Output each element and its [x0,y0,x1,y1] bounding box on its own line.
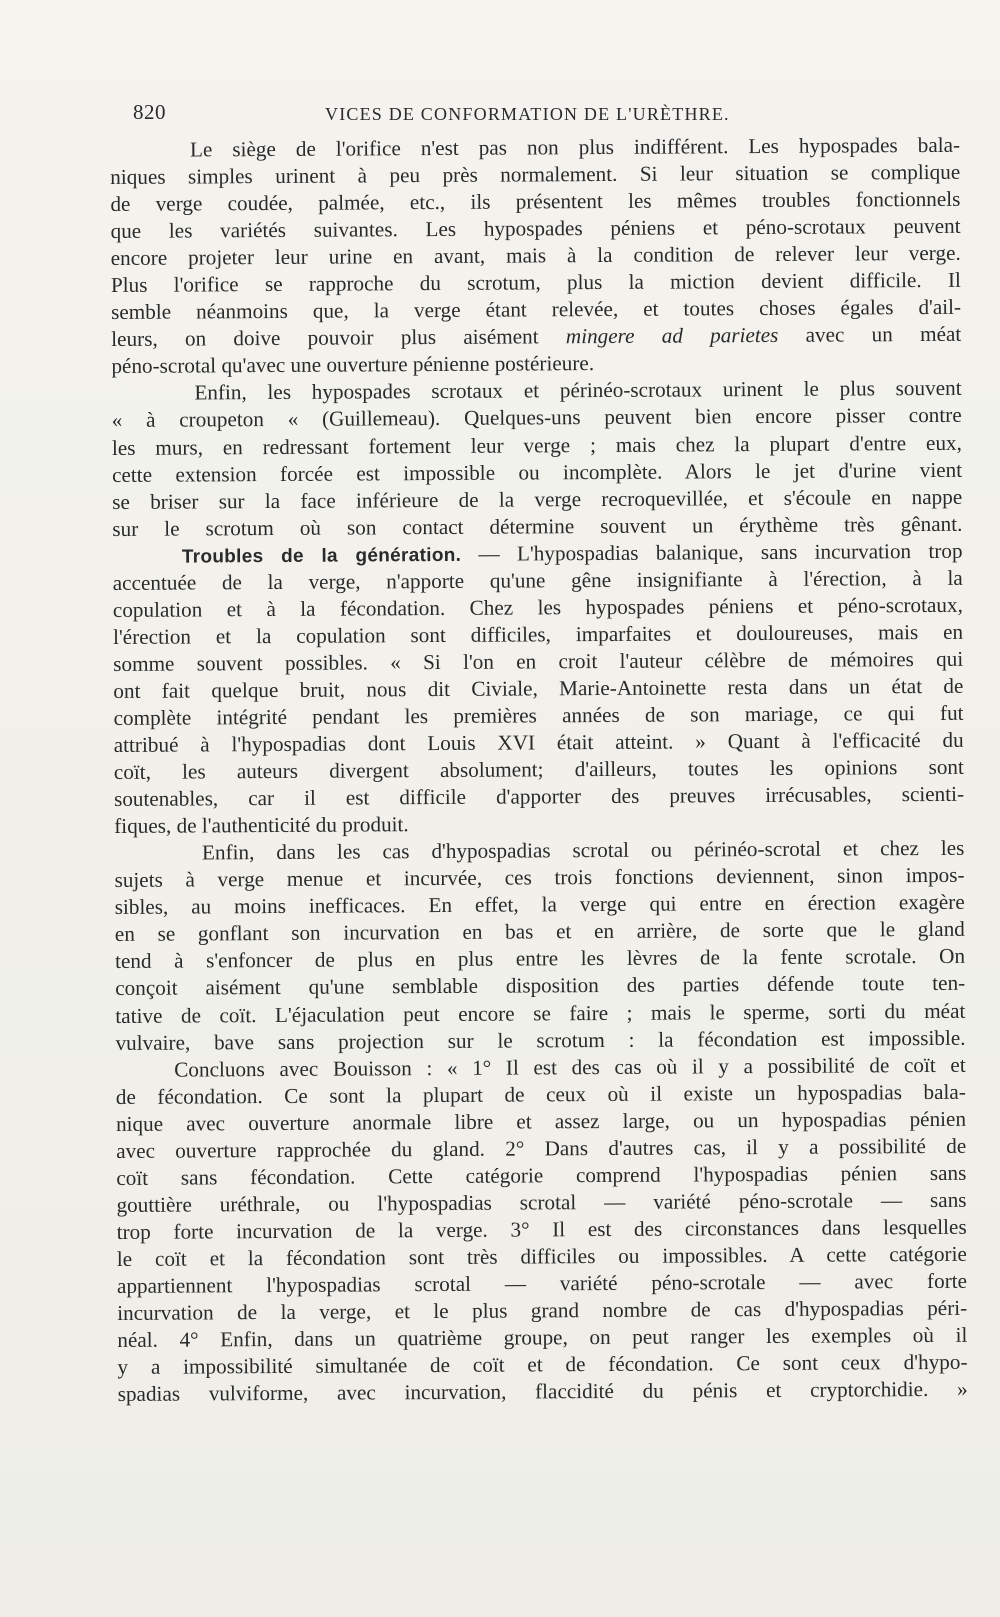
page-number: 820 [133,100,166,124]
body-text [110,132,968,1408]
text-run: l'érection et la copulation sont difficiles, imparfaites et douloureuses, mais en [112,619,964,649]
section-heading: Troubles de la génération. [181,544,462,568]
text-run: gouttière uréthrale, ou l'hypospadias scrotal — variété péno-scrotale — sans [116,1187,967,1217]
text-run: sujets à verge menue et incurvée, ces trois fonctions deviennent, sinon impos- [114,863,965,893]
text-run: fiques, de l'authenticité du produit. [114,812,409,839]
text-run: de verge coudée, palmée, etc., ils présentent les mêmes troubles fonctionnels [110,186,961,217]
text-line [118,1376,968,1408]
text-run: de fécondation. Ce sont la plupart de ceux où il existe un hypospadias bala- [115,1079,966,1109]
text-run: somme souvent possibles. « Si l'on en croit l'auteur célèbre de mémoires qui [113,646,964,676]
text-run: « à croupeton « (Guillemeau). Quelques-uns peuvent bien encore pisser contre [111,403,962,433]
text-run: Concluons avec Bouisson : « 1° Il est des cas où il y a possibilité de coït et [115,1052,966,1082]
text-run: leurs, on doive pouvoir plus aisément [111,324,566,352]
text-run: — L'hypospadias balanique, sans incurvation trop [461,538,963,566]
text-run: nique avec ouverture anormale libre et assez large, ou un hypospadias pénien [115,1106,967,1136]
text-run: avec un méat [778,322,962,348]
text-run: vulvaire, bave sans projection sur le scrotum : la fécondation est impossible. [115,1025,966,1055]
text-run: appartiennent l'hypospadias scrotal — variété péno-scrotale — avec forte [116,1268,968,1298]
text-run: soutenables, car il est difficile d'apporter des preuves irrécusables, scienti- [113,781,965,812]
text-run: coït sans fécondation. Cette catégorie comprend l'hypospadias pénien sans [116,1160,967,1190]
text-run [112,543,181,567]
text-run: encore projeter leur urine en avant, mais à la condition de relever leur verge. [110,240,961,271]
text-run: sur le scrotum où son contact détermine souvent un érythème très gênant. [112,511,963,541]
italic-phrase: mingere ad parietes [565,323,779,349]
text-run: trop forte incurvation de la verge. 3° Il est des circonstances dans lesquelles [116,1214,967,1244]
text-run: en se gonflant son incurvation en bas et en arrière, de sorte que le gland [114,917,965,947]
text-run: Enfin, dans les cas d'hypospadias scrotal ou périnéo-scrotal et chez les [114,836,965,866]
text-run: Plus l'orifice se rapproche du scrotum, plus la miction devient difficile. Il [110,268,961,298]
text-run: semble néanmoins que, la verge étant relevée, et toutes choses égales d'ail- [110,295,962,325]
text-run: se briser sur la face inférieure de la verge recroquevillée, et s'écoule en nappe [112,484,963,514]
text-run: ont fait quelque bruit, nous dit Civiale, Marie-Antoinette resta dans un état de [113,673,964,703]
text-run: Enfin, les hypospades scrotaux et périnéo-scrotaux urinent le plus souvent [111,376,962,406]
text-run: le coït et la fécondation sont très difficiles ou impossibles. A cette catégorie [116,1241,967,1271]
text-run: spadias vulviforme, avec incurvation, flaccidité du pénis et cryptorchidie. » [117,1376,968,1407]
text-run: accentuée de la verge, n'apporte qu'une gêne insignifiante à l'érection, à la [112,565,963,595]
text-run: tend à s'enfoncer de plus en plus entre les lèvres de la fente scrotale. On [114,944,966,974]
text-run: les murs, en redressant fortement leur verge ; mais chez la plupart d'entre eux, [111,430,962,460]
text-run: y a impossibilité simultanée de coït et de fécondation. Ce sont ceux d'hypo- [117,1349,968,1380]
text-run: cette extension forcée est impossible ou incomplète. Alors le jet d'urine vient [111,457,963,487]
text-run: Le siège de l'orifice n'est pas non plus indifférent. Les hypospades bala- [110,132,961,162]
text-run: niques simples urinent à peu près normalement. Si leur situation se complique [110,159,961,190]
text-run: néal. 4° Enfin, dans un quatrième groupe, on peut ranger les exemples où il [117,1322,968,1353]
text-run: péno-scrotal qu'avec une ouverture pénienne postérieure. [111,351,595,379]
text-run: tative de coït. L'éjaculation peut encore se faire ; mais le sperme, sorti du méat [115,998,966,1028]
text-run: copulation et à la fécondation. Chez les hypospades péniens et péno-scrotaux, [112,592,963,622]
running-title: VICES DE CONFORMATION DE L'URÈTHRE. [325,104,730,124]
text-run: attribué à l'hypospadias dont Louis XVI était atteint. » Quant à l'efficacité du [113,727,964,758]
text-run: coït, les auteurs divergent absolument; d'ailleurs, toutes les opinions sont [113,754,964,785]
text-run: avec ouverture rapprochée du gland. 2° Dans d'autres cas, il y a possibilité de [116,1133,967,1163]
text-run: complète intégrité pendant les premières années de son mariage, ce qui fut [113,700,964,730]
text-run: que les variétés suivantes. Les hypospades péniens et péno-scrotaux peuvent [110,213,961,244]
text-run: conçoit aisément qu'une semblable disposition des parties défende toute ten- [115,971,966,1001]
text-run: sibles, au moins inefficaces. En effet, la verge qui entre en érection exagère [114,890,965,920]
page-header [133,100,963,130]
text-run: incurvation de la verge, et le plus grand nombre de cas d'hypospadias péri- [117,1295,968,1325]
